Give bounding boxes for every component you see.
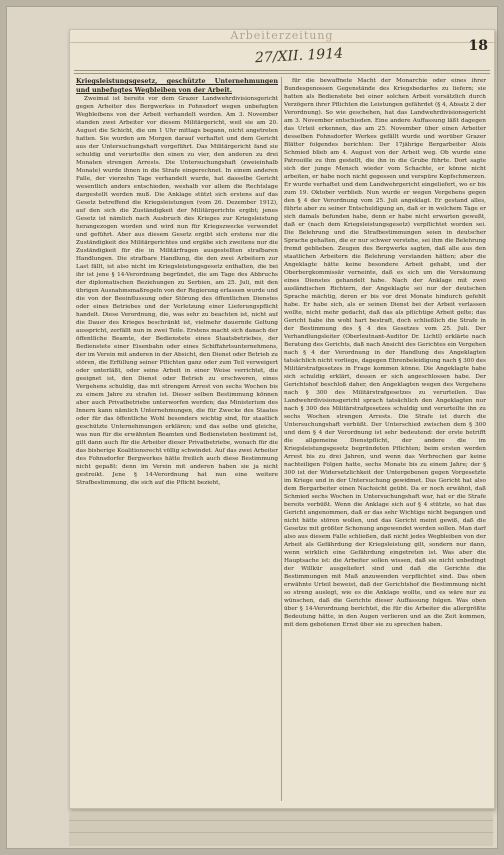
- article-text-left: Zweimal ist bereits vor dem Grazer Landwehrdivisionsgericht gegen Arbeiter des Bergwerkes in Fohnsdorf wegen unbefugten Wegbleibens von der Arbeit verhandelt worden. Am 3. November standen zwei Arbeiter vor diesem Militärgericht, weil sie am 20. August die Schicht, die um 1 Uhr mittags begann, nicht angetreten hatten. Sie wurden am Morgen darauf verhaftet und dem Gericht aus der Untersuchungshaft vorgeführt. Das Militärgericht fand sie schuldig und verurteilte den einen zu vier, den anderen zu drei Monaten strengen Arrests. Die Untersuchungshaft (zweieinhalb Monate) wurde ihnen in die Strafe eingerechnet. In einem anderen Falle, der vierzehn Tage verhandelt wurde, hat dasselbe Gericht wesentlich anders entschieden, weshalb vor allem die Rechtslage dargestellt werden muß. Die Anklage stützt sich erstens auf das Gesetz betreffend die Kriegsleistungen (vom 26. Dezember 1912), auf den sich die Zuständigkeit der Militärgerichte ergibt; jenes Gesetz ist nämlich nach Ausbruch des Krieges zur Kriegsleistung herangezogen worden und wird nun für Kriegszwecke verwendet und geführt. Aber aus diesem Gesetz ergibt sich erstens nur die Zuständigkeit des Militärgerichtes und ergäbe sich zweitens nur die Zuständigkeit für die in Militärfragen ausgestellten strafbaren Handlungen. Die strafbare Handlung, die den zwei Arbeitern zur Last fällt, ist also nicht im Kriegsleistungsgesetz enthalten, die bei ihr ist jene § 14-Verordnung begründet, die am Tage des Abbruchs der diplomatischen Beziehungen zu Serbien, am 25. Juli, mit den übrigen Ausnahmsmaßregeln von der Regierung erlassen wurde und die von der Beeinflussung oder Störung des öffentlichen Dienstes oder eines Betriebes und der Verletzung einer Lieferungspflicht handelt. Diese Verordnung, die, was sehr zu beachten ist, nicht auf die Dauer des Krieges beschränkt ist, vielmehr dauernde Geltung ausspricht, zerfällt nun in zwei Teile. Erstens macht sich danach der öffentliche Beamte, der Bedienstete eines Staatsbetriebes, der Bedienstete einer Eisenbahn oder eines Schiffahrtsunternehmens, der im Verein mit anderen in der Absicht, den Dienst oder Betrieb zu stören, die Erfüllung seiner Pflichten ganz oder zum Teil verweigert oder unterläßt, oder seine Arbeit in einer Weise verrichtet, die geeignet ist, den Dienst oder Betrieb zu erschweren, eines Vergehens schuldig, das mit strengem Arrest von sechs Wochen bis zu einem Jahre zu strafen ist. Dieser selben Bestimmung können aber auch Privatbetriebe unterworfen werden; das Ministerium des Innern kann nämlich Unternehmungen, die für Zwecke des Staates oder für das öffentliche Wohl besonders wichtig sind, für staatlich geschützte Unternehmungen erklären; und das selbe und gleiche, was nun für die erwähnten Beamten und Bediensteten bestimmt ist, gilt dann auch für die Arbeiter dieser Privatbetriebe, wonach für die das bisherige Koalitionsrecht völlig schwindet. Auf das zwei Arbeiter des Fohnsdorfer Bergwerkes hätte freilich auch diese Bestimmung nicht gepaßt: denn im Verein mit anderen haben sie ja nicht gestreikt. Jene § 14-Verordnung hat nun eine weitere Strafbestimmung, die sich auf die Pflicht bezieht,: [76, 96, 278, 486]
- newspaper-clipping: [69, 29, 495, 809]
- backing-stripe: [69, 820, 493, 821]
- scan-background: [6, 6, 498, 849]
- top-rule-double: [74, 73, 490, 74]
- handwritten-date: 27/XII. 1914: [254, 45, 344, 67]
- backing-stripe: [69, 832, 493, 833]
- article-column-left: [76, 77, 278, 801]
- page-number: 18: [468, 38, 488, 54]
- top-rule: [74, 70, 490, 71]
- backing-strip: [69, 812, 493, 846]
- article-title: Kriegsleistungsgesetz, geschützte Unternehmungen und unbefugtes Wegbleiben von der Arbeit.: [76, 77, 278, 94]
- column-divider: [281, 77, 282, 801]
- article-text-right: für die bewaffnete Macht der Monarchie oder eines ihrer Bundesgenossen Gegenstände des Kriegsbedarfes zu liefern; sie hatten als Bedienstete bei einer solchen Arbeit vorsätzlich durch Verzögern ihrer Pflichten die Leistungen gefährdet (§ 4, Absatz 2 der Verordnung). So wie geschehen, hat das Landwehrdivisionsgericht am 3. November entschieden. Eine andere Auffassung läßt dagegen das Urteil erkennen, das am 25. November über einen Arbeiter desselben Fohnsdorfer Werkes gefällt wurde und worüber Grazer Blätter folgendes berichten: Der 17jährige Bergarbeiter Alois Schmied blieb am 4. August von der Arbeit weg. Ob wurde eine Patrouille zu ihm gestellt, die ihn in die Grube führte. Dort sagte sich der junge Mensch wieder vom Schachte, er könne nicht arbeiten, er habe noch nicht gegessen und verspüre Kopfschmerzen. Er wurde verhaftet und dem Landwehrgericht eingeliefert, wo er bis zum 19. Oktober verblieb. Nun wurde er wegen Vergehens gegen den § 4 der Verordnung vom 25. Juli angeklagt. Er gestand alles, führte aber zu seiner Entschuldigung an, daß er in welchem Tage er sich damals befunden habe, denn er habe nicht erwarten gewußt, daß er (nach dem Kriegsleistungsgesetz) verpflichtet worden sei. Die Belehrung und die Strafbestimmungen seien in deutscher Sprache gehalten, die er nur schwer verstehe, sei ihm die Belehrung fremd geblieben. Zeugen des Bergwerks sagten, daß alle aus den staatlichen Arbeitern die Belehrung verstanden hätten; aber die Angeklagte hätte keine besondere Arbeit gehabt, und der Oberbergkommissär verneinte, daß es sich um die Versäumung eines Dienstes gehandelt habe. Nach der Anklage mit zwei ausländischen Richtern, der Angeklagte sei nur der deutschen Sprache mächtig, deren er bis vor drei Monate hindurch gefehlt habe. Er habe sich, als er seinen Dienst bei der Arbeit verlassen wollte, nicht mehr gedacht, daß das als pflichtige Arbeit gelte; das Gericht habe ihn wohl hart bestraft, doch schließlich die Strafe in der Bestimmung des § 4 des Gesetzes vom 25. Juli. Der Verhandlungsleiter (Oberleutnant-Auditor Dr. Lichtl) erklärte nach Beratung des Gerichts, daß nach Ansicht des Gerichtes ein Vergehen nach § 4 der Verordnung in der Handlung des Angeklagten tatsächlich nicht vorliege, dagegen Ehrenbeleidigung nach § 300 des Militärstrafgesetzes in Frage kommen könne. Die Angeklagte habe sich schuldig erklärt, dessen er sich angeschlossen habe. Der Gerichtshof beschloß daher, den Angeklagten wegen des Vergehens nach § 300 des Militärstrafgesetzes zu verurteilen. Das Landwehrdivisionsgericht sprach tatsächlich den Angeklagten nur nach § 300 des Militärstrafgesetzes schuldig und verurteilte ihn zu sechs Wochen strengen Arrests. Die Strafe ist durch die Untersuchungshaft verbüßt. Der Unterschied zwischen dem § 300 und dem § 4 der Verordnung ist sehr bedeutend: der erste betrifft die allgemeine Dienstpflicht, der andere die im Kriegsleistungsgesetz begründeten Pflichten; beim ersten werden Arrest bis zu drei Jahren, und wenn das Verbrechen gar keine nachteiligen Folgen hatte, sechs Monate bis zu einem Jahre; der § 300 ist der Widersetzlichkeit der Untergebenen gegen Vorgesetzte im Kriege und in der Untersuchung gewidmet. Das Gericht hat also dem Bergarbeiter einen Nachsicht geübt. Da er noch erwähnt, daß Schmied sechs Wochen in Untersuchungshaft war, hat er die Strafe bereits verbüßt. Wenn die Anklage sich auf § 4 stützte, so hat das Gericht angenommen, daß er das sehr Wichtige nicht begangen und nicht hätte stören wollen, und das Gericht meint gewiß, daß die Gesetze mit größter Schonung angewendet werden sollen. Man darf also aus diesem Falle schließen, daß nicht jedes Wegbleiben von der Arbeit als Gefährdung der Kriegsleistung gilt, sondern nur dann, wenn wirklich eine Gefährdung eingetreten ist. Was aber die Hauptsache ist: die Arbeiter sollen wissen, daß sie nicht unbedingt der Willkür ausgeliefert sind und daß die Gerichte die Bestimmungen mit Maß anzuwenden verpflichtet sind. Das oben erwähnte Urteil beweist, daß der Gerichtshof die Bestimmung nicht so streng auslegt, wie es die Anklage wollte, und es wäre nur zu wünschen, daß die Gerichte dieser Auffassung folgen. Was oben über § 14-Verordnung berichtet, die für die Arbeiter die allergrößte Bedeutung hätte, in den Augen verlieren und an die Zeit kommen, mit dem gebotenen Ernst über sie zu sprechen haben.: [284, 78, 486, 628]
- newspaper-title: Arbeiterzeitung: [230, 29, 334, 42]
- article-column-right: [284, 77, 486, 801]
